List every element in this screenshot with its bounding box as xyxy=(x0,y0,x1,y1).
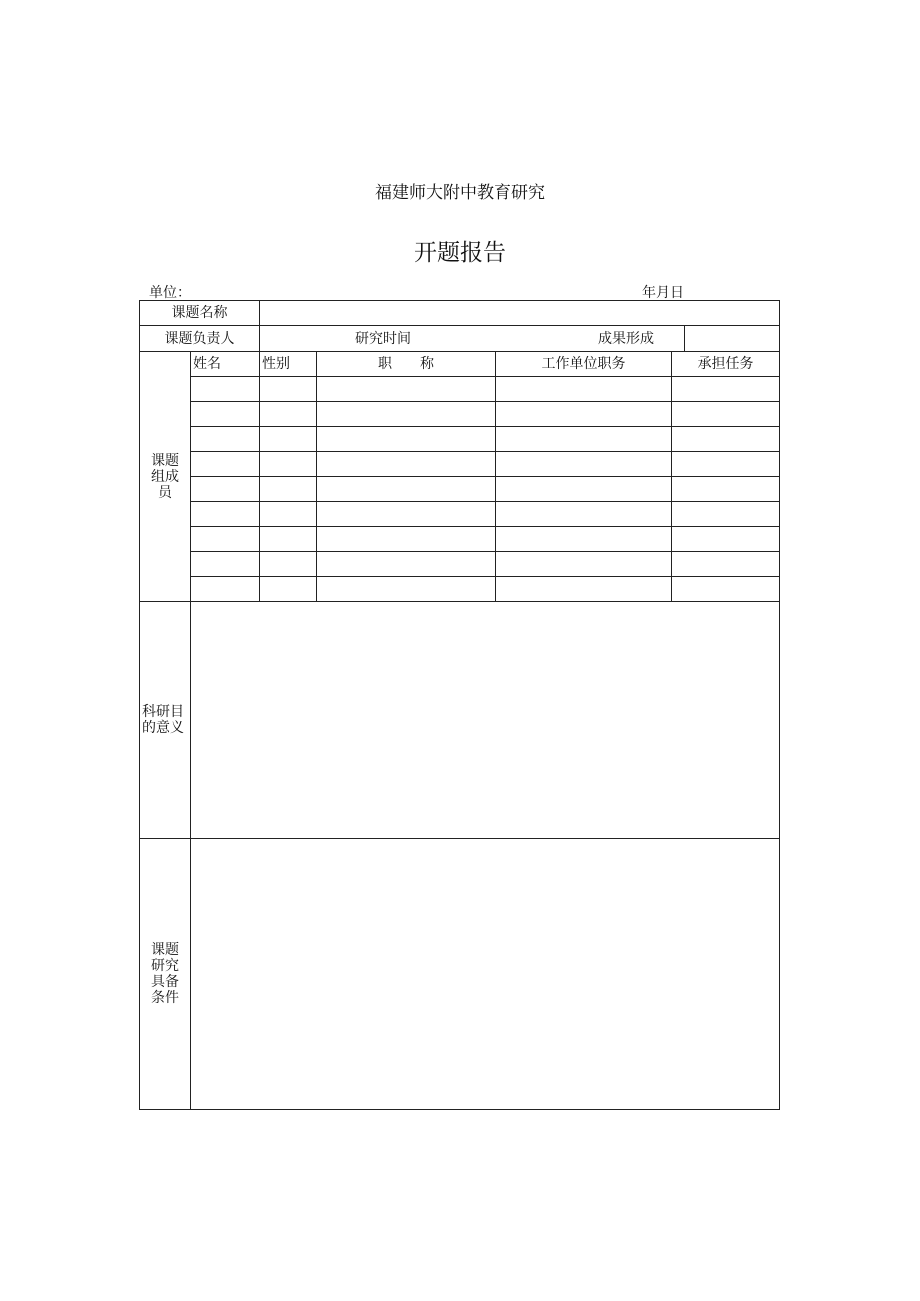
table-row xyxy=(140,577,780,602)
member-title-cell[interactable] xyxy=(317,427,496,452)
members-label-line-1: 课题 xyxy=(151,452,179,469)
member-title-cell[interactable] xyxy=(317,452,496,477)
member-title-cell[interactable] xyxy=(317,527,496,552)
column-header-name: 姓名 xyxy=(191,352,260,377)
member-name-cell[interactable] xyxy=(191,552,260,577)
table-row xyxy=(140,552,780,577)
member-task-cell[interactable] xyxy=(672,502,780,527)
conditions-label-line-1: 课题 xyxy=(151,942,179,958)
member-gender-cell[interactable] xyxy=(260,577,317,602)
member-name-cell[interactable] xyxy=(191,527,260,552)
member-task-cell[interactable] xyxy=(672,577,780,602)
member-gender-cell[interactable] xyxy=(260,527,317,552)
conditions-label-line-3: 具备 xyxy=(151,974,179,990)
members-label-line-2: 组成 xyxy=(151,468,179,485)
conditions-label-line-4: 条件 xyxy=(151,990,179,1006)
member-title-cell[interactable] xyxy=(317,477,496,502)
member-gender-cell[interactable] xyxy=(260,552,317,577)
leader-row-fields xyxy=(260,326,780,352)
leader-label: 课题负责人 xyxy=(140,326,260,352)
table-row xyxy=(140,427,780,452)
table-row xyxy=(140,527,780,552)
conditions-row xyxy=(140,839,780,1110)
proposal-form-table xyxy=(139,300,780,1110)
member-unit-cell[interactable] xyxy=(496,452,672,477)
member-title-cell[interactable] xyxy=(317,502,496,527)
member-unit-cell[interactable] xyxy=(496,502,672,527)
table-row xyxy=(140,477,780,502)
member-unit-cell[interactable] xyxy=(496,552,672,577)
member-name-cell[interactable] xyxy=(191,577,260,602)
member-gender-cell[interactable] xyxy=(260,452,317,477)
member-gender-cell[interactable] xyxy=(260,402,317,427)
table-row xyxy=(140,502,780,527)
table-row xyxy=(140,377,780,402)
member-name-cell[interactable] xyxy=(191,402,260,427)
member-name-cell[interactable] xyxy=(191,477,260,502)
member-task-cell[interactable] xyxy=(672,527,780,552)
column-header-task: 承担任务 xyxy=(672,352,780,377)
member-unit-cell[interactable] xyxy=(496,402,672,427)
members-section-label xyxy=(140,352,191,602)
column-header-gender: 性别 xyxy=(260,352,317,377)
conditions-label xyxy=(140,839,191,1110)
member-gender-cell[interactable] xyxy=(260,377,317,402)
date-label: 年月日 xyxy=(642,285,684,301)
unit-label: 单位： xyxy=(149,285,191,301)
conditions-label-line-2: 研究 xyxy=(151,958,179,974)
member-name-cell[interactable] xyxy=(191,452,260,477)
member-name-cell[interactable] xyxy=(191,377,260,402)
member-name-cell[interactable] xyxy=(191,427,260,452)
member-title-cell[interactable] xyxy=(317,377,496,402)
topic-name-field[interactable] xyxy=(260,301,780,326)
outcome-form-label: 成果形成 xyxy=(598,330,654,347)
member-gender-cell[interactable] xyxy=(260,477,317,502)
member-unit-cell[interactable] xyxy=(496,377,672,402)
member-name-cell[interactable] xyxy=(191,502,260,527)
column-header-unit-position: 工作单位职务 xyxy=(496,352,672,377)
member-unit-cell[interactable] xyxy=(496,477,672,502)
member-title-cell[interactable] xyxy=(317,577,496,602)
member-title-cell[interactable] xyxy=(317,402,496,427)
significance-content-area[interactable] xyxy=(191,602,780,839)
topic-name-label: 课题名称 xyxy=(140,301,260,326)
conditions-content-area[interactable] xyxy=(191,839,780,1110)
member-unit-cell[interactable] xyxy=(496,427,672,452)
divider xyxy=(684,326,685,351)
member-title-cell[interactable] xyxy=(317,552,496,577)
table-row xyxy=(140,402,780,427)
member-task-cell[interactable] xyxy=(672,477,780,502)
member-task-cell[interactable] xyxy=(672,552,780,577)
member-gender-cell[interactable] xyxy=(260,502,317,527)
org-title: 福建师大附中教育研究 xyxy=(375,183,545,203)
significance-label-line-2: 的意义 xyxy=(142,720,184,736)
members-label-line-3: 员 xyxy=(158,484,172,501)
significance-label-line-1: 科研目 xyxy=(142,704,184,720)
member-task-cell[interactable] xyxy=(672,377,780,402)
member-task-cell[interactable] xyxy=(672,427,780,452)
member-gender-cell[interactable] xyxy=(260,427,317,452)
column-header-title: 职 称 xyxy=(317,352,496,377)
significance-label xyxy=(140,602,191,839)
table-row xyxy=(140,452,780,477)
members-header-row xyxy=(140,352,780,377)
leader-row xyxy=(140,326,780,352)
member-unit-cell[interactable] xyxy=(496,527,672,552)
document-title: 开题报告 xyxy=(414,240,506,266)
member-task-cell[interactable] xyxy=(672,452,780,477)
member-unit-cell[interactable] xyxy=(496,577,672,602)
member-task-cell[interactable] xyxy=(672,402,780,427)
topic-name-row xyxy=(140,301,780,326)
significance-row xyxy=(140,602,780,839)
research-time-label: 研究时间 xyxy=(355,330,411,347)
